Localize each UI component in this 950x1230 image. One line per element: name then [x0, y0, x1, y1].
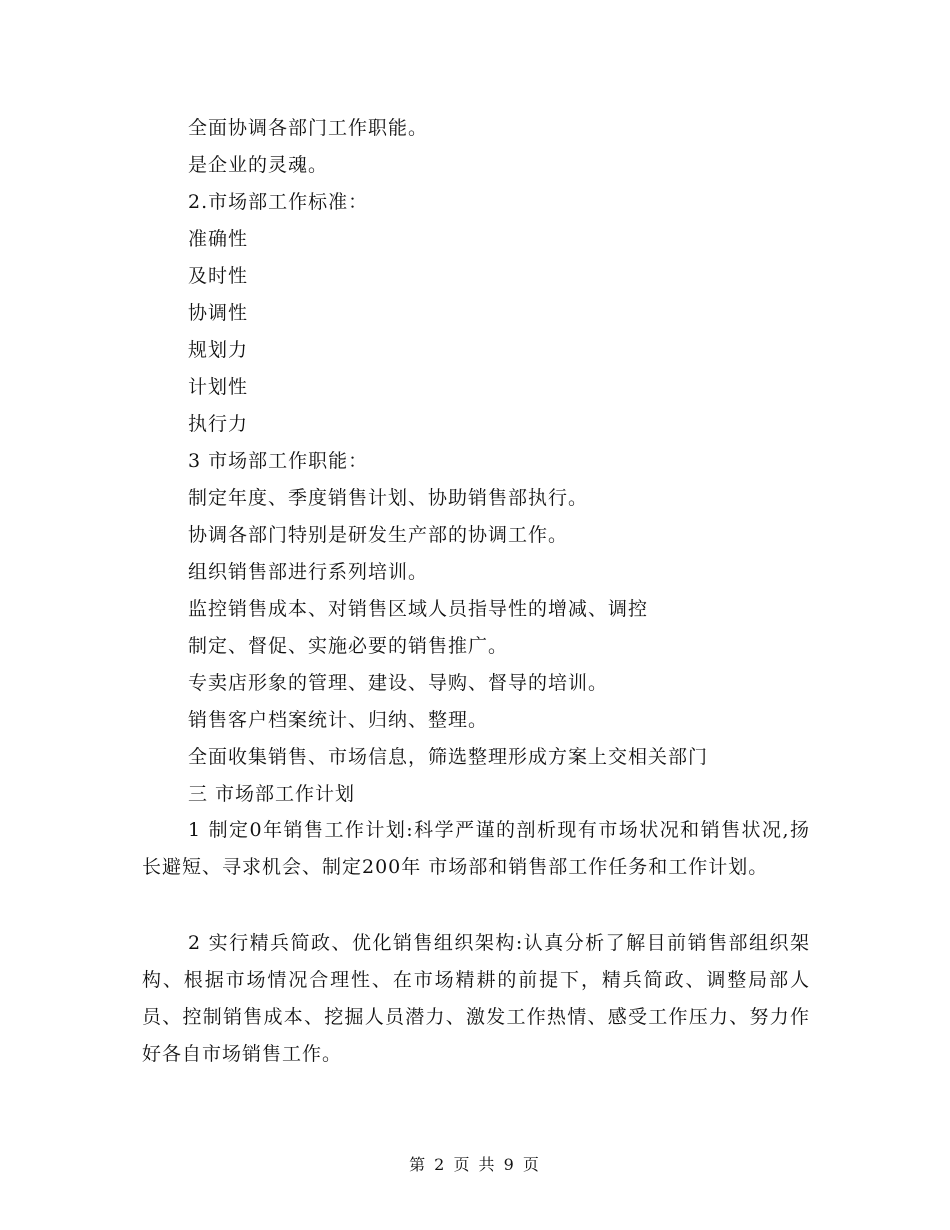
- list-item: 全面收集销售、市场信息，筛选整理形成方案上交相关部门: [188, 746, 709, 768]
- section-heading: 三 市场部工作计划: [188, 783, 356, 805]
- list-item: 协调各部门特别是研发生产部的协调工作。: [188, 524, 569, 546]
- list-item: 组织销售部进行系列培训。: [188, 561, 429, 583]
- list-item: 专卖店形象的管理、建设、导购、督导的培训。: [188, 672, 609, 694]
- list-item: 计划性: [188, 376, 249, 398]
- list-item: 执行力: [188, 413, 249, 435]
- section-heading: 2.市场部工作标准：: [188, 191, 369, 213]
- list-item: 监控销售成本、对销售区域人员指导性的增减、调控: [188, 598, 649, 620]
- section-heading: 3 市场部工作职能：: [188, 450, 369, 472]
- content-lines: [188, 110, 828, 813]
- text-line: 是企业的灵魂。: [188, 154, 329, 176]
- page-number: 第 2 页 共 9 页: [409, 1155, 541, 1174]
- list-item: 协调性: [188, 302, 249, 324]
- list-item: 销售客户档案统计、归纳、整理。: [188, 709, 489, 731]
- list-item: 规划力: [188, 339, 249, 361]
- list-item: 制定、督促、实施必要的销售推广。: [188, 635, 509, 657]
- list-item: 制定年度、季度销售计划、协助销售部执行。: [188, 487, 589, 509]
- list-item: 准确性: [188, 228, 249, 250]
- paragraph: 2 实行精兵简政、优化销售组织架构:认真分析了解目前销售部组织架构、根据市场情况合理性、在市场精耕的前提下，精兵简政、调整局部人员、控制销售成本、挖掘人员潜力、激发工作热情、感受工作压力、努力作好各自市场销售工作。: [142, 932, 810, 1065]
- text-line: 全面协调各部门工作职能。: [188, 117, 429, 139]
- list-item: 及时性: [188, 265, 249, 287]
- paragraph: 1 制定0年销售工作计划:科学严谨的剖析现有市场状况和销售状况,扬长避短、寻求机会、制定200年 市场部和销售部工作任务和工作计划。: [142, 819, 810, 878]
